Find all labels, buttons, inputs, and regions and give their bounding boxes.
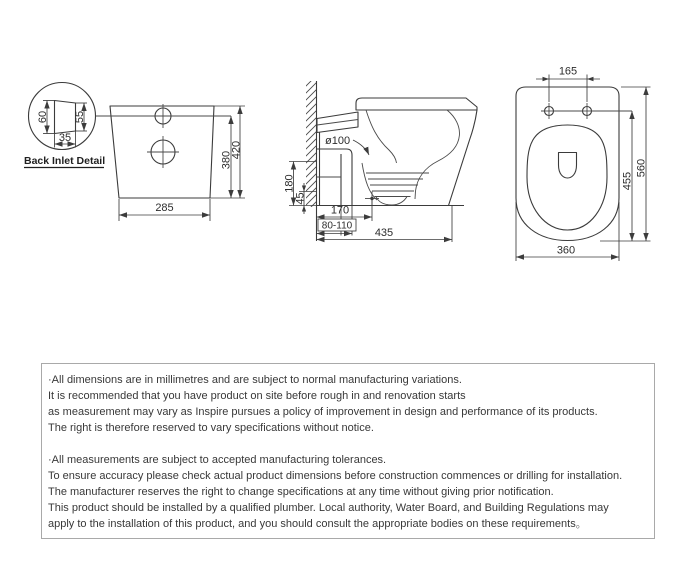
dim-label-360: 360 bbox=[556, 244, 576, 257]
dim-label-180: 180 bbox=[283, 174, 296, 193]
dim-label-35: 35 bbox=[58, 132, 72, 144]
wall-hatch bbox=[306, 81, 317, 207]
dim-label-380: 380 bbox=[220, 150, 233, 170]
note-line: The right is therefore reserved to vary specifications without notice. bbox=[48, 422, 374, 434]
note-line: ·All dimensions are in millimetres and are subject to normal manufacturing variations. bbox=[48, 374, 462, 386]
note-line: To ensure accuracy please check actual product dimensions before construction commences or drilling for installation. bbox=[48, 470, 623, 482]
side-view bbox=[284, 81, 478, 242]
dim-label-80-110: 80-110 bbox=[321, 220, 353, 232]
dim-label-435: 435 bbox=[374, 227, 394, 239]
note-line: apply to the installation of this product, and you should consult the appropriate bodies on these requirements。 bbox=[48, 518, 587, 530]
dim-label-420: 420 bbox=[230, 140, 243, 160]
note-line: This product should be installed by a qualified plumber. Local authority, Water Board, and Building Regulations may bbox=[48, 502, 609, 514]
dim-label-170: 170 bbox=[330, 204, 350, 217]
front-view bbox=[94, 104, 245, 221]
dim-label-55: 55 bbox=[74, 110, 86, 124]
note-line: as measurement may vary as Inspire pursues a policy of improvement in design and performance of its products. bbox=[48, 406, 598, 418]
plan-view bbox=[516, 66, 651, 262]
dim-label-outlet-diameter: ø100 bbox=[325, 135, 351, 147]
notes-paragraph-tolerances bbox=[48, 452, 646, 532]
dim-label-285: 285 bbox=[155, 202, 174, 214]
dim-label-455: 455 bbox=[621, 171, 634, 191]
note-line: The manufacturer reserves the right to change specifications at any time without giving prior notification. bbox=[48, 486, 554, 498]
pan-footprint bbox=[516, 87, 619, 241]
back-inlet-detail bbox=[24, 83, 105, 168]
dim-label-165: 165 bbox=[558, 65, 578, 78]
inlet-detail-shape bbox=[55, 101, 76, 134]
dim-label-45: 45 bbox=[294, 192, 307, 205]
note-line: ·All measurements are subject to accepted manufacturing tolerances. bbox=[48, 454, 387, 466]
notes-box bbox=[41, 363, 655, 539]
dim-label-60: 60 bbox=[36, 110, 49, 124]
flush-outlet-shape bbox=[559, 153, 577, 179]
detail-title: Back Inlet Detail bbox=[24, 155, 106, 167]
note-line: It is recommended that you have product on site before rough in and renovation starts bbox=[48, 390, 466, 402]
notes-paragraph-dimensions bbox=[48, 372, 646, 436]
dim-label-560: 560 bbox=[635, 158, 648, 178]
